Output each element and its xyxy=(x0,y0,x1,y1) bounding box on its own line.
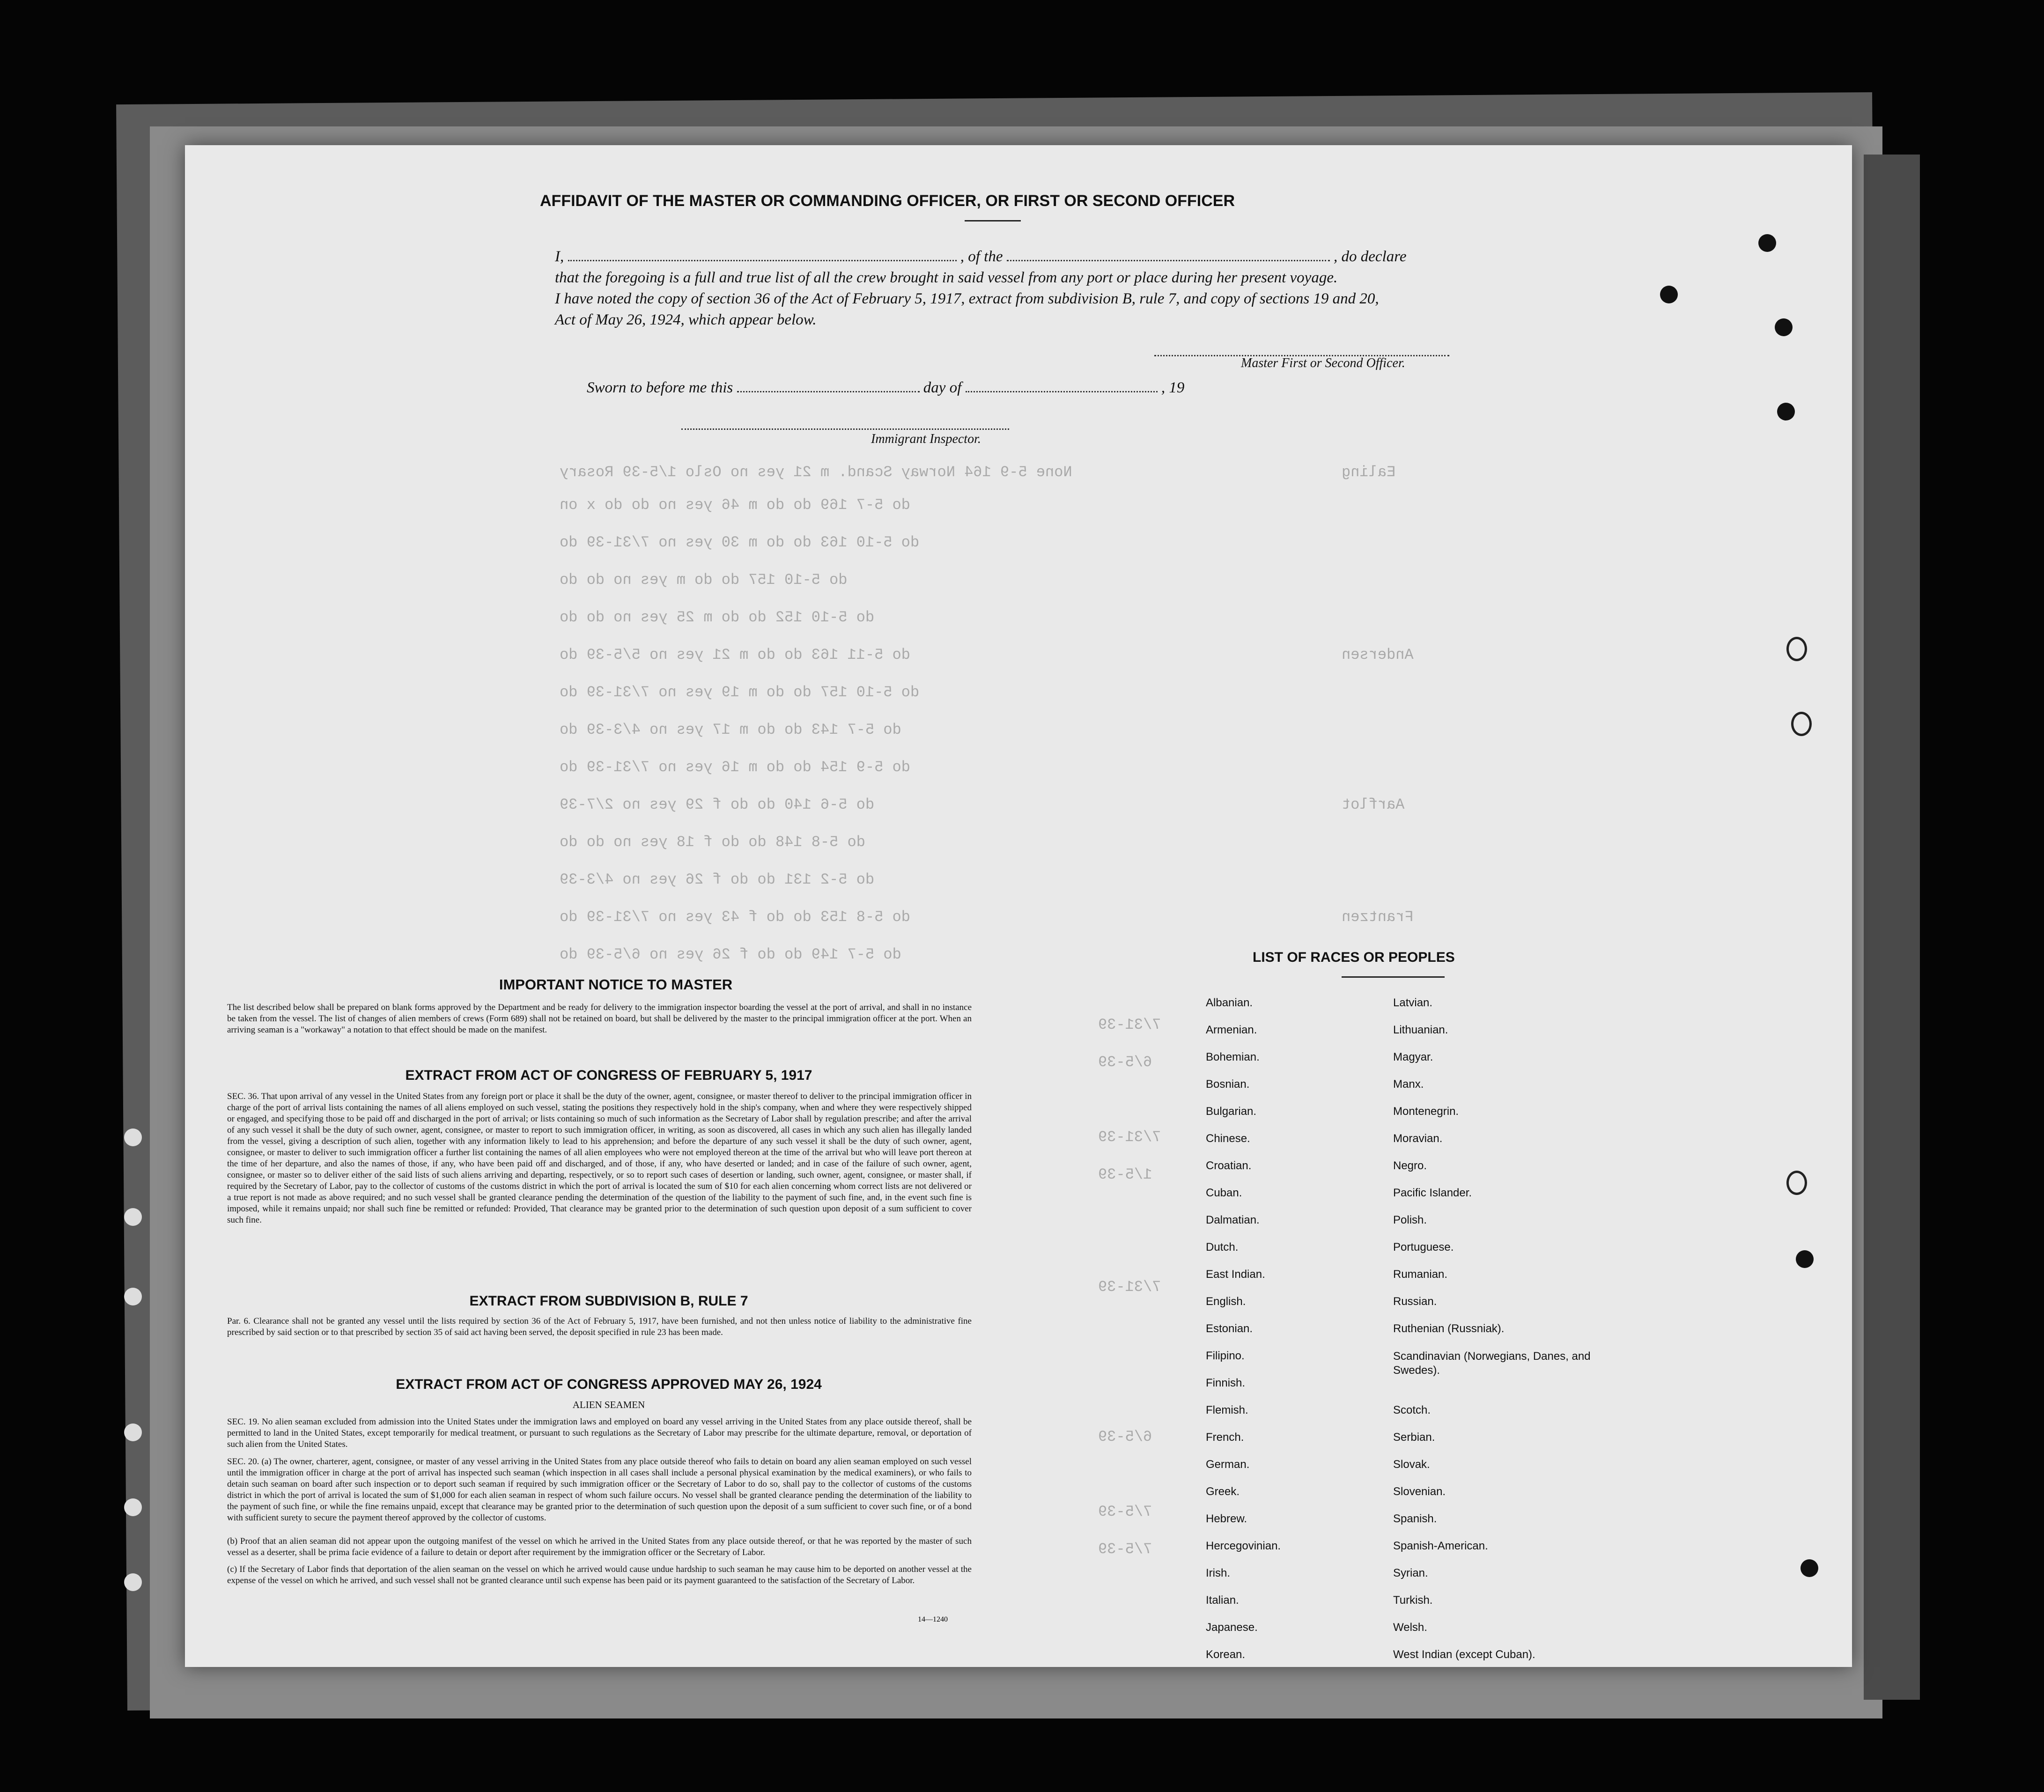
inspector-signature-line xyxy=(681,428,1009,430)
extract-rule7-title: EXTRACT FROM SUBDIVISION B, RULE 7 xyxy=(469,1293,748,1309)
punch-hole xyxy=(1777,403,1795,420)
sworn-day-of-label: day of xyxy=(923,379,962,396)
race-item: Pacific Islander. xyxy=(1393,1187,1472,1199)
race-item: English. xyxy=(1206,1295,1246,1308)
notice-title: IMPORTANT NOTICE TO MASTER xyxy=(499,976,733,993)
race-item: Hercegovinian. xyxy=(1206,1540,1281,1552)
race-item: West Indian (except Cuban). xyxy=(1393,1648,1535,1661)
sec20b-body: (b) Proof that an alien seaman did not appear upon the outgoing manifest of the vessel on which he arrived in the United States from any place outside thereof, or that he was reported by the master of such vessel as a deserter, shall be prima facie evidence of a failure to detain or deport after requirement by the immigration officer or the Secretary of Labor. xyxy=(227,1536,972,1557)
race-item: Scandinavian (Norwegians, Danes, and Swedes). xyxy=(1393,1350,1591,1377)
punch-hole xyxy=(124,1423,142,1441)
race-item: Spanish-American. xyxy=(1393,1540,1488,1552)
race-item: Magyar. xyxy=(1393,1051,1433,1063)
punch-hole xyxy=(1775,318,1793,336)
race-item: Finnish. xyxy=(1206,1377,1246,1389)
race-item: Bohemian. xyxy=(1206,1051,1260,1063)
declarant-blank xyxy=(568,260,957,261)
race-item: Slovak. xyxy=(1393,1458,1430,1471)
race-item: Armenian. xyxy=(1206,1024,1257,1036)
race-item: Spanish. xyxy=(1393,1512,1437,1525)
race-item: Moravian. xyxy=(1393,1132,1443,1145)
punch-hole xyxy=(124,1498,142,1516)
extract-1924-title: EXTRACT FROM ACT OF CONGRESS APPROVED MAY 26, 1924 xyxy=(396,1377,822,1392)
affidavit-title: AFFIDAVIT OF THE MASTER OR COMMANDING OFFICER, OR FIRST OR SECOND OFFICER xyxy=(540,192,1235,210)
race-item: Irish. xyxy=(1206,1567,1231,1579)
affidavit-declare-label: , do declare xyxy=(1333,248,1407,265)
race-item: Albanian. xyxy=(1206,996,1253,1009)
race-item: Dalmatian. xyxy=(1206,1214,1260,1226)
races-title-rule xyxy=(1342,976,1445,978)
extract-1917-body: SEC. 36. That upon arrival of any vessel in the United States from any foreign port or place it shall be the duty of the owner, agent, consignee, or master thereof to deliver to the principal immigration officer in charge of the port of arrival lists containing the names of all aliens employed on such vessel, stating the positions they respectively hold in the ship's company, when and where they were respectively shipped or engaged, and specifying those to be paid off and discharged in the port of arrival; or lists containing so much of such information as the Secretary of Labor shall by regulation prescribe; and after the arrival of any such vessel it shall be the duty of such owner, agent, consignee, or master to report to such immigration officer, in writing, as soon as discovered, all cases in which any such alien has illegally landed from the vessel, giving a description of such alien, together with any information likely to lead to his apprehension; and before the departure of any such vessel it shall be the duty of such owner, agent, consignee, or master to deliver to such immigration officer a further list containing the names of all alien employees who were not employed thereon at the time of the arrival but who will leave port thereon at the time of her departure, and also the names of those, if any, who have been paid off and discharged, and of those, if any, who have deserted or landed; and in case of the failure of such owner, agent, consignee, or master so to deliver either of the said lists of such aliens arriving and departing, respectively, or so to report such cases of desertion or landing, such owner, agent, consignee, or master shall, if required by the Secretary of Labor, pay to the collector of customs of the customs district in which the port of arrival is located the sum of $10 for each alien concerning whom correct lists are not delivered or a true report is not made as above required; and no such vessel shall be granted clearance pending the determination of the question of the liability to the payment of such fine, and, in the event such fine is imposed, while it remains unpaid; nor shall such fine be remitted or refunded: Provided, That clearance may be granted prior to the determination of such question upon deposit of a sum sufficient to cover such fine. xyxy=(227,1091,972,1225)
race-item: Italian. xyxy=(1206,1594,1239,1607)
punch-hole xyxy=(1660,286,1678,303)
extract-rule7-body: Par. 6. Clearance shall not be granted any vessel until the lists required by section 36 of the Act of February 5, 1917, have been furnished, and not then unless notice of liability to the administrative fine prescribed by said section or to that prescribed by section 35 of said act having been served, the deposit specified in rule 23 has been made. xyxy=(227,1316,972,1337)
punch-hole xyxy=(124,1208,142,1226)
race-item: Ruthenian (Russniak). xyxy=(1393,1322,1505,1335)
race-item: Dutch. xyxy=(1206,1241,1239,1254)
sworn-label: Sworn to before me this xyxy=(587,379,733,396)
alien-seamen-subtitle: ALIEN SEAMEN xyxy=(572,1399,645,1410)
race-item: Turkish. xyxy=(1393,1594,1433,1607)
race-item: Croatian. xyxy=(1206,1159,1252,1172)
binding-strip xyxy=(1864,155,1920,1700)
punch-hole xyxy=(1791,712,1812,736)
inspector-label: Immigrant Inspector. xyxy=(871,432,981,446)
races-column-2 xyxy=(1393,996,1618,1675)
race-item: Scotch. xyxy=(1393,1404,1431,1416)
race-item: Welsh. xyxy=(1393,1621,1427,1634)
race-item: Latvian. xyxy=(1393,996,1433,1009)
race-item: Estonian. xyxy=(1206,1322,1253,1335)
affidavit-line-2: that the foregoing is a full and true list of all the crew brought in said vessel from any port or place during her present voyage. xyxy=(555,269,1338,286)
races-column-1 xyxy=(1206,996,1281,1675)
race-item: Rumanian. xyxy=(1393,1268,1448,1281)
race-item: French. xyxy=(1206,1431,1244,1444)
punch-hole xyxy=(1800,1559,1818,1577)
sec20a-body: SEC. 20. (a) The owner, charterer, agent, consignee, or master of any vessel arriving in the United States from any place outside thereof who fails to detain on board any alien seaman employed on such vessel until the immigration officer in charge at the port of arrival has inspected such seaman (which inspection in all cases shall include a personal physical examination by the medical examiners), or who fails to detain such seaman on board after such inspection or to deport such seaman if required by such immigration officer or the Secretary of Labor to do so, shall pay to the collector of customs of the customs district in which the port of arrival is located the sum of $1,000 for each alien seaman in respect of whom such failure occurs. No vessel shall be granted clearance pending the determination of the liability to the payment of such fine, or while the fine remains unpaid, except that clearance may be granted prior to the determination of such question upon the deposit of a sum sufficient to cover such fine, or of a bond with sufficient surety to secure the payment thereof approved by the collector of customs. xyxy=(227,1457,972,1523)
race-item: Bosnian. xyxy=(1206,1078,1250,1091)
notice-body: The list described below shall be prepared on blank forms approved by the Department and be ready for delivery to the immigration inspector boarding the vessel at the port of arrival, and shall in no instance be taken from the vessel. The list of changes of alien members of crews (Form 689) shall not be retained on board, but shall be delivered by the master to the principal immigration officer at the port. When an arriving seaman is a "workaway" a notation to that effect should be made on the manifest. xyxy=(227,1003,972,1035)
race-item: Montenegrin. xyxy=(1393,1105,1459,1118)
race-item: Polish. xyxy=(1393,1214,1427,1226)
punch-hole xyxy=(1786,1171,1807,1195)
punch-hole xyxy=(1758,234,1776,252)
race-item: Lithuanian. xyxy=(1393,1024,1448,1036)
sec20c-body: (c) If the Secretary of Labor finds that deportation of the alien seaman on the vessel on which he arrived would cause undue hardship to such seaman he may cause him to be deported on another vessel at the expense of the vessel on which he arrived, and such vessel shall not be granted clearance until such expense has been paid or its payment guaranteed to the satisfaction of the Secretary of Labor. xyxy=(227,1564,972,1586)
race-item: Manx. xyxy=(1393,1078,1424,1091)
vessel-blank xyxy=(1007,260,1330,261)
race-item: Hebrew. xyxy=(1206,1512,1247,1525)
punch-hole xyxy=(1796,1250,1814,1268)
punch-hole xyxy=(124,1573,142,1591)
manifest-page: AFFIDAVIT OF THE MASTER OR COMMANDING OFFICER, OR FIRST OR SECOND OFFICER I, , of the , do declare that the foregoing is a full and true list of all the crew brought in said vessel from any port or place during her present voyage. I have noted the copy of section 36 of the Act of February 5, 1917, extract from subdivision B, rule 7, and copy of sections 19 and 20, Act of May 26, 1924, which appear below. Master First or Second Officer. Sworn to before me this day of , 19 Immigrant Inspector. None 5-9 164 Norway Scand. m 21 yes no Oslo 1/5-39 Rosary do 5-7 169 do do m 46 yes no do do x on do 5-10 163 do do m 30 yes no 7/31-39 do do 5-10 157 do do m yes no do do do 5-10 152 do do m 25 yes no do do do 5-11 163 do do m 21 yes no 5/5-39 do do 5-10 157 do do m 19 yes no 7/31-39 do do 5-7 143 do do m 17 yes no 4/3-39 do do 5-9 154 do do m 16 yes no 7/31-39 do do 5-6 140 do do f 29 yes no 2/7-39 do 5-8 148 do do f 18 yes no do do do 5-2 131 do do f 26 yes no 4/3-39 do 5-8 153 do do f 43 yes no 7/31-39 do do 5-7 149 do do f 26 yes no 6/5-39 do 7/31-39 6/5-39 7/31-39 1/5-39 7/31-39 6/5-39 7/5-39 7/5-39 Ealing Andersen Aarflot Frantzen IMPORTANT NOTICE TO MASTER The list described below shall be prepared on blank forms approved by the Department and be ready for delivery to the immigration inspector boarding the vessel at the port of arrival, and shall in no instance be taken from the vessel. The list of changes of alien members of crews (Form 689) shall not be retained on board, but shall be delivered by the master to the principal immigration officer at the port. When an arriving seaman is a "workaway" a notation to that effect should be made on the manifest. EXTRACT FROM ACT OF CONGRESS OF FEBRUARY 5, 1917 SEC. 36. That upon arrival of any vessel in the United States from any foreign port or place it shall be the duty of the owner, agent, consignee, or master thereof to deliver to the principal immigration officer in charge of the port of arrival lists containing the names of all aliens employed on such vessel, stating the positions they respectively hold in the ship's company, when and where they were respectively shipped or engaged, and specifying those to be paid off and discharged in the port of arrival; or lists containing so much of such information as the Secretary of Labor shall by regulation prescribe; and after the arrival of any such vessel it shall be the duty of such owner, agent, consignee, or master to report to such immigration officer, in writing, as soon as discovered, all cases in which any such alien has illegally landed from the vessel, giving a description of such alien, together with any information likely to lead to his apprehension; and before the departure of any such vessel it shall be the duty of such owner, agent, consignee, or master to deliver to such immigration officer a further list containing the names of all alien employees who were not employed thereon at the time of the arrival but who will leave port thereon at the time of her departure, and also the names of those, if any, who have been paid off and discharged, and of those, if any, who have deserted or landed; and in case of the failure of such owner, agent, consignee, or master so to deliver either of the said lists of such aliens arriving and departing, respectively, or so to report such cases of desertion or landing, such owner, agent, consignee, or master shall, if required by the Secretary of Labor, pay to the collector of customs of the customs district in which the port of arrival is located the sum of $10 for each alien concerning whom correct lists are not delivered or a true report is not made as above required; and no such vessel shall be granted clearance pending the determination of the question of the liability to the payment of such fine, and, in the event such fine is imposed, while it remains unpaid; nor shall such fine be remitted or refunded: Provided, That clearance may be granted prior to the determination of such question upon deposit of a sum sufficient to cover such fine. EXTRACT FROM SUBDIVISION B, RULE 7 Par. 6. Clearance shall not be granted any vessel until the lists required by section 36 of the Act of February 5, 1917, have been furnished, and not then unless notice of liability to the administrative fine prescribed by said section or to that prescribed by section 35 of said act having been served, the deposit specified in rule 23 has been made. EXTRACT FROM ACT OF CONGRESS APPROVED MAY 26, 1924 ALIEN SEAMEN SEC. 19. No alien seaman excluded from admission into the United States under the immigration laws and employed on board any vessel arriving in the United States from any place outside thereof, shall be permitted to land in the United States, except temporarily for medical treatment, or pursuant to such regulations as the Secretary of Labor may prescribe for the ultimate departure, removal, or deportation of such alien from the United States. SEC. 20. (a) The owner, charterer, agent, consignee, or master of any vessel arriving in the United States from any place outside thereof who fails to detain on board any alien seaman employed on such vessel until the immigration officer in charge at the port of arrival has inspected such seaman (which inspection in all cases shall include a personal physical examination by the medical examiners), or who fails to detain such seaman on board after such inspection or to deport such seaman if required by such immigration officer or the Secretary of Labor to do so, shall pay to the collector of customs of the customs district in which the port of arrival is located the sum of $1,000 for each alien seaman in respect of whom such failure occurs. No vessel shall be granted clearance pending the determination of the liability to the payment of such fine, or while the fine remains unpaid, except that clearance may be granted prior to the determination of such question upon the deposit of a sum sufficient to cover such fine, or of a bond with sufficient surety to secure the payment thereof approved by the collector of customs. (b) Proof that an alien seaman did not appear upon the outgoing manifest of the vessel on which he arrived in the United States from any place outside thereof, or that he was reported by the master of such vessel as a deserter, shall be prima facie evidence of a failure to detain or deport after requirement by the immigration officer or the Secretary of Labor. (c) If the Secretary of Labor finds that deportation of the alien seaman on the vessel on which he arrived would cause undue hardship to such seaman he may cause him to be deported on another vessel at the expense of the vessel on which he arrived, and such vessel shall not be granted clearance until such expense has been paid or its payment guaranteed to the satisfaction of the Secretary of Labor. 14—1240 LIST OF RACES OR PEOPLES Albanian. Armenian. Bohemian. Bosnian. Bulgarian. Chinese. Croatian. Cuban. Dalmatian. Dutch. East Indian. English. Estonian. Filipino. Finnish. Flemish. French. German. Greek. Hebrew. Hercegovinian. Irish. Italian. Japanese. Korean. Latvian. Lithuanian. Magyar. Manx. Montenegrin. Moravian. Negro. Pacific Islander. Polish. Portuguese. Rumanian. Russian. Ruthenian (Russniak). Scandinavian (Norwegians, Danes, and Swedes). Scotch. Serbian. Slovak. Slovenian. Spanish. Spanish-American. Syrian. Turkish. Welsh. West Indian (except Cuban). xyxy=(185,145,1852,1667)
race-item: Greek. xyxy=(1206,1485,1240,1498)
affidavit-i-label: I, xyxy=(555,248,564,265)
affidavit-declarant-line xyxy=(555,248,1406,265)
race-item: Slovenian. xyxy=(1393,1485,1446,1498)
race-item: Filipino. xyxy=(1206,1350,1245,1362)
race-item: Portuguese. xyxy=(1393,1241,1454,1254)
race-item: Flemish. xyxy=(1206,1404,1248,1416)
race-item: Serbian. xyxy=(1393,1431,1435,1444)
race-item: East Indian. xyxy=(1206,1268,1265,1281)
race-item: Russian. xyxy=(1393,1295,1437,1308)
race-item: Negro. xyxy=(1393,1159,1427,1172)
punch-hole xyxy=(124,1128,142,1146)
sworn-date-blank xyxy=(737,391,920,392)
race-item: Chinese. xyxy=(1206,1132,1250,1145)
sec19-body: SEC. 19. No alien seaman excluded from admission into the United States under the immigration laws and employed on board any vessel arriving in the United States from any place outside thereof, shall be permitted to land in the United States, except temporarily for medical treatment, or pursuant to such regulations as the Secretary of Labor may prescribe for the ultimate departure, removal, or deportation of such alien from the United States. xyxy=(227,1417,972,1449)
affidavit-of-the-label: , of the xyxy=(960,248,1003,265)
punch-hole xyxy=(124,1288,142,1305)
extract-1917-title: EXTRACT FROM ACT OF CONGRESS OF FEBRUARY 5, 1917 xyxy=(405,1068,812,1083)
affidavit-line-3: I have noted the copy of section 36 of the Act of February 5, 1917, extract from subdivision B, rule 7, and copy of sections 19 and 20, xyxy=(555,290,1379,307)
race-item: Cuban. xyxy=(1206,1187,1242,1199)
sworn-month-blank xyxy=(966,391,1158,392)
races-title: LIST OF RACES OR PEOPLES xyxy=(1253,950,1455,965)
sworn-line xyxy=(587,379,1184,397)
master-signature-label: Master First or Second Officer. xyxy=(1241,356,1405,370)
race-item: Bulgarian. xyxy=(1206,1105,1257,1118)
punch-hole xyxy=(1786,637,1807,661)
race-item: Japanese. xyxy=(1206,1621,1258,1634)
affidavit-line-4: Act of May 26, 1924, which appear below. xyxy=(555,311,817,328)
race-item: German. xyxy=(1206,1458,1250,1471)
sworn-year-label: , 19 xyxy=(1161,379,1185,396)
race-item: Syrian. xyxy=(1393,1567,1428,1579)
form-number: 14—1240 xyxy=(918,1615,948,1623)
title-rule xyxy=(965,220,1021,221)
race-item: Korean. xyxy=(1206,1648,1246,1661)
